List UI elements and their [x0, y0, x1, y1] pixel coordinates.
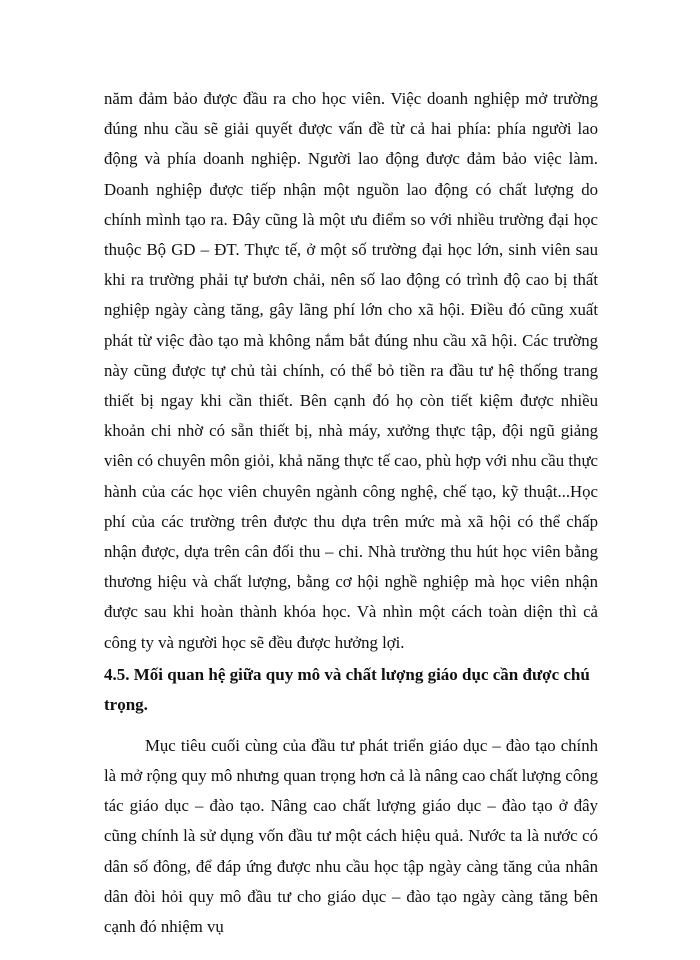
section-heading: 4.5. Mối quan hệ giữa quy mô và chất lượng giáo dục cần được chú trọng.	[104, 664, 590, 715]
body-paragraph: Mục tiêu cuối cùng của đầu tư phát triển giáo dục – đào tạo chính là mở rộng quy mô nhưng quan trọng hơn cả là nâng cao chất lượng công tác giáo dục – đào tạo. Nâng cao chất lượng giáo dục – đào tạo ở đây cũng chính là sử dụng vốn đầu tư một cách hiệu quả. Nước ta là nước có dân số đông, để đáp ứng được nhu cầu học tập ngày càng tăng của nhân dân đòi hỏi quy mô đầu tư cho giáo dục – đào tạo ngày càng tăng bên cạnh đó nhiệm vụ	[104, 735, 598, 937]
body-paragraph: năm đảm bảo được đầu ra cho học viên. Việc doanh nghiệp mở trường đúng nhu cầu sẽ giải quyết được vấn đề từ cả hai phía: phía người lao động và phía doanh nghiệp. Người lao động được đảm bảo việc làm. Doanh nghiệp được tiếp nhận một nguồn lao động có chất lượng do chính mình tạo ra. Đây cũng là một ưu điểm so với nhiều trường đại học thuộc Bộ GD – ĐT. Thực tế, ở một số trường đại học lớn, sinh viên sau khi ra trường phải tự bươn chải, nên số lao động có trình độ cao bị thất nghiệp ngày càng tăng, gây lãng phí lớn cho xã hội. Điều đó cũng xuất phát từ việc đào tạo mà không nắm bắt đúng nhu cầu xã hội. Các trường này cũng được tự chủ tài chính, có thể bỏ tiền ra đầu tư hệ thống trang thiết bị ngay khi cần thiết. Bên cạnh đó họ còn tiết kiệm được nhiều khoản chi nhờ có sẵn thiết bị, nhà máy, xưởng thực tập, đội ngũ giảng viên có chuyên môn giỏi, khả năng thực tế cao, phù hợp với nhu cầu thực hành của các học viên chuyên ngành công nghệ, chế tạo, kỹ thuật...Học phí của các trường trên được thu dựa trên mức mà xã hội có thể chấp nhận được, dựa trên cân đối thu – chi. Nhà trường thu hút học viên bằng thương hiệu và chất lượng, bằng cơ hội nghề nghiệp mà học viên nhận được sau khi hoàn thành khóa học. Và nhìn một cách toàn diện thì cả công ty và người học sẽ đều được hưởng lợi.	[104, 89, 598, 652]
document-body	[104, 84, 598, 942]
